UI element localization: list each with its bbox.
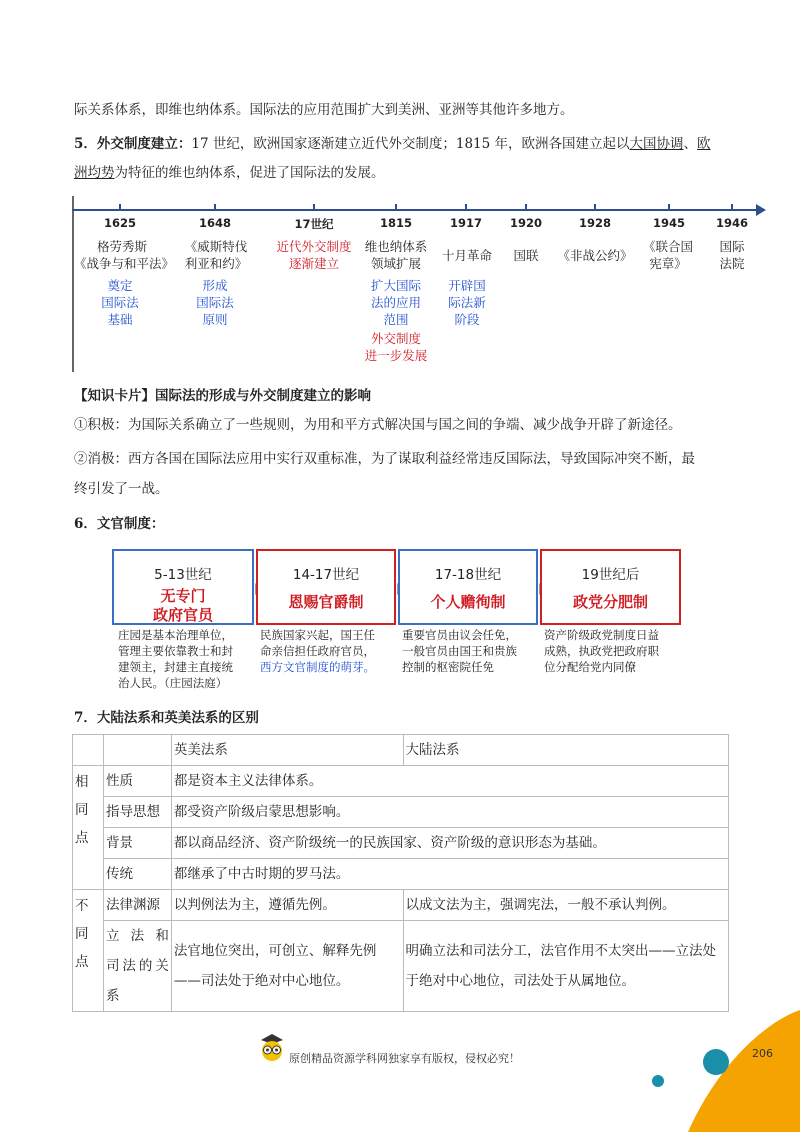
owl-logo-icon	[258, 1032, 286, 1062]
table-row	[73, 890, 729, 921]
event-line: 国际	[719, 239, 745, 254]
stage-period: 5-13世纪	[154, 567, 212, 583]
year-1625: 1625	[103, 216, 136, 230]
stage-box-2	[256, 549, 396, 625]
label-line: 相同	[75, 774, 89, 818]
diplomacy-timeline	[72, 196, 772, 372]
desc-line: 资产阶级政党制度日益	[544, 628, 659, 642]
section5-text-a: 17 世纪，欧洲国家逐渐建立近代外交制度；1815 年，欧洲各国建立起以	[191, 136, 630, 152]
stage-system-line: 政府官员	[152, 606, 213, 624]
note-1917	[438, 277, 496, 328]
section5-paragraph	[74, 131, 734, 157]
table-cell	[103, 735, 171, 766]
teal-dot-small	[652, 1075, 664, 1087]
event-line: 《战争与和平法》	[74, 256, 175, 271]
year-17c: 17世纪	[294, 217, 334, 231]
timeline-tick	[313, 204, 315, 210]
event-line: 《非战公约》	[557, 248, 633, 263]
year-1928: 1928	[578, 216, 611, 230]
knowledge-positive: ①积极：为国际关系确立了一些规则，为用和平方式解决国与国之间的争端、减少战争开辟了新途径。	[74, 417, 682, 433]
knowledge-negative-2: 终引发了一战。	[74, 481, 169, 497]
intro-line: 际关系体系，即维也纳体系。国际法的应用范围扩大到美洲、亚洲等其他许多地方。	[74, 102, 574, 118]
timeline-left-border	[72, 196, 74, 372]
event-line: 《联合国	[642, 239, 693, 254]
timeline-tick	[525, 204, 527, 210]
stage-system: 政党分肥制	[572, 593, 648, 611]
content-cell: 都继承了中古时期的罗马法。	[171, 859, 728, 890]
event-line: 宪章》	[649, 256, 687, 271]
note-line: 基础	[107, 312, 133, 327]
note-line: 开辟国	[448, 278, 486, 293]
section6-heading: 6．文官制度：	[74, 516, 165, 532]
timeline-tick	[668, 204, 670, 210]
note-line: 阶段	[454, 312, 480, 327]
stage-period: 19世纪后	[581, 567, 640, 583]
event-line: 近代外交制度	[276, 239, 352, 254]
anglo-cell: 以判例法为主，遵循先例。	[171, 890, 403, 921]
label-same	[73, 766, 104, 890]
timeline-tick	[119, 204, 121, 210]
desc-line: 治人民。（庄园法庭）	[118, 676, 228, 690]
table-row	[73, 797, 729, 828]
stage-desc-1	[118, 627, 258, 691]
event-league-of-nations	[506, 247, 546, 264]
event-line: 逐渐建立	[288, 256, 339, 271]
event-westphalia	[176, 238, 256, 272]
desc-line: 西方文官制度的萌芽。	[260, 660, 375, 674]
timeline-tick	[731, 204, 733, 210]
note-line: 范围	[383, 312, 409, 327]
link-balance-a: 欧	[697, 136, 711, 152]
label-line: 点	[75, 954, 89, 970]
event-line: 《威斯特伐	[184, 239, 248, 254]
section5-paragraph-2	[74, 160, 734, 186]
event-line: 法院	[719, 256, 745, 271]
stage-desc-2	[260, 627, 400, 675]
event-line: 领域扩展	[370, 256, 421, 271]
stage-box-1	[112, 549, 254, 625]
desc-line: 一般官员由国王和贵族	[402, 644, 517, 658]
anglo-cell: 法官地位突出，可创立、解释先例——司法处于绝对中心地位。	[171, 921, 403, 1012]
section5-heading: 5．外交制度建立：	[74, 136, 192, 152]
copyright-notice: 原创精品资源学科网独家享有版权，侵权必究！	[289, 1052, 520, 1065]
desc-line: 管理主要依靠教士和封	[118, 644, 233, 658]
desc-line: 庄园是基本治理单位，	[118, 628, 233, 642]
event-line: 利亚和约》	[184, 256, 248, 271]
event-grotius	[74, 238, 175, 272]
note-line: 外交制度	[370, 331, 421, 346]
note-line: 际法新	[448, 295, 486, 310]
event-line: 十月革命	[441, 248, 492, 263]
label-line: 点	[75, 830, 89, 846]
event-kellogg-briand	[550, 247, 640, 264]
note-line: 原则	[202, 312, 228, 327]
stage-system: 恩赐官爵制	[288, 593, 364, 611]
desc-line: 位分配给党内同僚	[544, 660, 636, 674]
content-cell: 都是资本主义法律体系。	[171, 766, 728, 797]
table-cell	[73, 735, 104, 766]
continental-cell: 明确立法和司法分工，法官作用不太突出——立法处于绝对中心地位，司法处于从属地位。	[403, 921, 729, 1012]
year-1920: 1920	[509, 216, 542, 230]
timeline-tick	[594, 204, 596, 210]
knowledge-negative-1: ②消极：西方各国在国际法应用中实行双重标准，为了谋取利益经常违反国际法，导致国际冲突不断，最	[74, 451, 695, 467]
orange-swoosh-shape	[688, 1010, 800, 1132]
year-1946: 1946	[715, 216, 748, 230]
event-line: 格劳秀斯	[96, 239, 147, 254]
event-modern-diplomacy	[258, 238, 370, 272]
desc-line: 成熟，执政党把政府职	[544, 644, 659, 658]
timeline-tick	[395, 204, 397, 210]
stage-system	[114, 587, 252, 625]
note-line: 形成	[202, 278, 228, 293]
knowledge-card-title: 【知识卡片】国际法的形成与外交制度建立的影响	[74, 388, 371, 404]
note-1815	[360, 277, 432, 328]
section5-sep: 、	[683, 136, 698, 152]
table-row	[73, 735, 729, 766]
section7-heading: 7．大陆法系和英美法系的区别	[74, 710, 259, 726]
stage-box-4	[540, 549, 681, 625]
event-line: 国联	[513, 248, 539, 263]
stage-desc-3	[402, 627, 542, 675]
event-line: 维也纳体系	[364, 239, 428, 254]
note-line: 进一步发展	[364, 348, 428, 363]
header-continental: 大陆法系	[403, 735, 729, 766]
desc-line: 建领主，封建主直接统	[118, 660, 233, 674]
aspect-cell: 法律渊源	[103, 890, 171, 921]
desc-line: 控制的枢密院任免	[402, 660, 494, 674]
table-row	[73, 859, 729, 890]
stage-period: 14-17世纪	[292, 567, 360, 583]
header-anglo: 英美法系	[171, 735, 403, 766]
aspect-cell: 背景	[103, 828, 171, 859]
year-1815: 1815	[379, 216, 412, 230]
year-1945: 1945	[652, 216, 685, 230]
desc-line: 重要官员由议会任免，	[402, 628, 517, 642]
event-october-revolution	[434, 247, 500, 264]
stage-box-3	[398, 549, 538, 625]
stage-period: 17-18世纪	[434, 567, 502, 583]
stage-desc-4	[544, 627, 684, 675]
content-cell: 都受资产阶级启蒙思想影响。	[171, 797, 728, 828]
desc-line: 命亲信担任政府官员，	[260, 644, 375, 658]
table-row	[73, 828, 729, 859]
timeline-tick	[214, 204, 216, 210]
legal-systems-table	[72, 734, 729, 1012]
section5-text-b: 为特征的维也纳体系，促进了国际法的发展。	[114, 165, 385, 181]
link-great-power-concert: 大国协调	[629, 136, 684, 152]
aspect-cell: 性质	[103, 766, 171, 797]
label-line: 不同	[75, 898, 89, 942]
aspect-cell: 立 法 和 司法的关系	[103, 921, 171, 1012]
event-un-charter	[638, 238, 698, 272]
note-line: 扩大国际	[370, 278, 421, 293]
event-vienna-system	[355, 238, 437, 272]
event-icj	[712, 238, 752, 272]
year-1917: 1917	[449, 216, 482, 230]
timeline-axis	[72, 209, 760, 211]
table-row	[73, 766, 729, 797]
page-number: 206	[752, 1047, 773, 1060]
label-diff	[73, 890, 104, 1012]
aspect-cell: 传统	[103, 859, 171, 890]
aspect-cell: 指导思想	[103, 797, 171, 828]
stage-system-line: 无专门	[160, 587, 206, 605]
teal-dot-large	[703, 1049, 729, 1075]
note-line: 奠定	[107, 278, 133, 293]
content-cell: 都以商品经济、资产阶级统一的民族国家、资产阶级的意识形态为基础。	[171, 828, 728, 859]
timeline-arrow-icon	[756, 204, 766, 216]
note-line: 国际法	[196, 295, 234, 310]
note-line: 国际法	[101, 295, 139, 310]
link-balance-b: 洲均势	[74, 165, 115, 181]
table-row	[73, 921, 729, 1012]
corner-decoration	[640, 1000, 800, 1132]
year-1648: 1648	[198, 216, 231, 230]
note-1648	[187, 277, 243, 328]
desc-line: 民族国家兴起，国王任	[260, 628, 375, 642]
timeline-tick	[465, 204, 467, 210]
continental-cell: 以成文法为主，强调宪法，一般不承认判例。	[403, 890, 729, 921]
note-1815-red	[348, 330, 444, 364]
stage-system: 个人赡徇制	[430, 593, 506, 611]
note-line: 法的应用	[370, 295, 421, 310]
note-1625	[92, 277, 148, 328]
